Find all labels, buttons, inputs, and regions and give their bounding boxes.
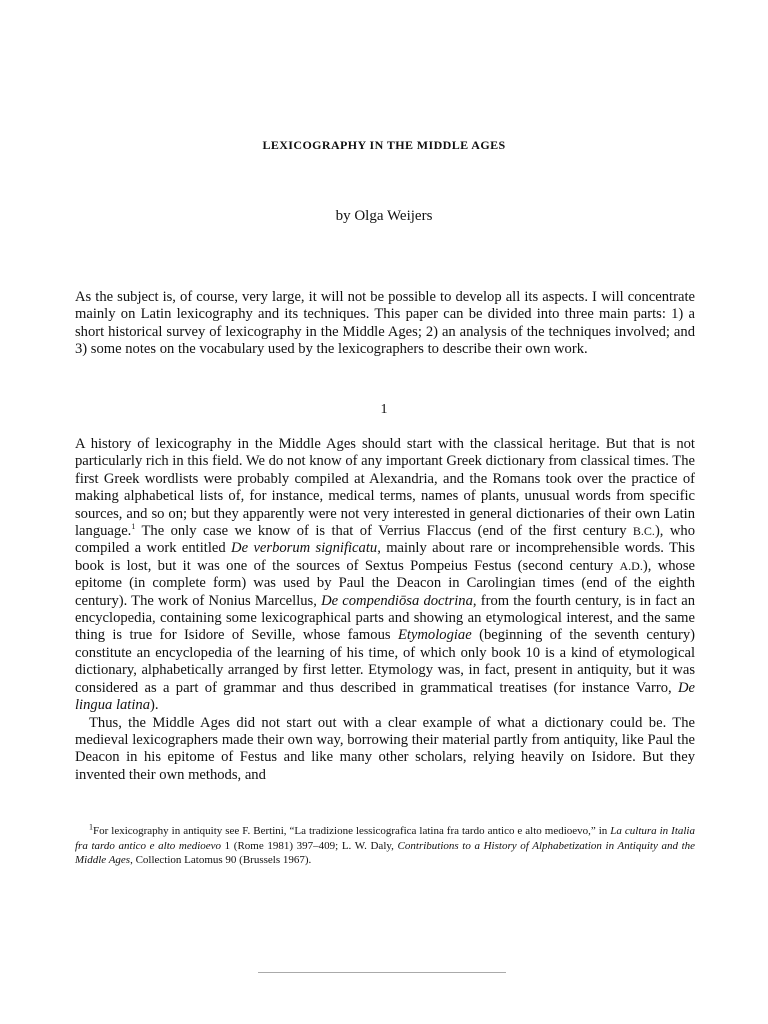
text-run: ), who compiled a work entitled [75, 523, 695, 557]
text-run: , Collection Latomus 90 (Brussels 1967). [130, 854, 312, 867]
work-title: De lingua latina [75, 679, 695, 714]
era-abbrev: B.C. [632, 524, 655, 539]
page-bottom-rule [258, 972, 506, 973]
footnote-1 [75, 824, 695, 868]
cited-title: Contributions to a History of Alphabetization in Antiquity and the Middle Ages [75, 839, 696, 867]
intro-paragraph [75, 289, 695, 359]
text-run: , mainly about rare or incomprehensible words. This book is lost, but it was one of the sources of Sextus Pompeius Festus (second century [75, 540, 695, 574]
text-run: ), whose epitome (in complete form) was used by Paul the Deacon in Carolingian times (end of the eighth century). The work of Nonius Marcellus, [75, 557, 695, 609]
body-paragraph-1 [75, 436, 695, 715]
footnotes [75, 824, 695, 868]
section-body [75, 436, 695, 784]
text-run: 1 (Rome 1981) 397–409; L. W. Daly, [221, 839, 398, 852]
era-abbrev: A.D. [619, 558, 643, 573]
footnote-reference: 1 [131, 522, 136, 532]
text-run: ). [150, 697, 159, 714]
author-line: by Olga Weijers [335, 208, 433, 224]
text-run: A history of lexicography in the Middle Ages should start with the classical heritage. But that is not particularly rich in this field. We do not know of any important Greek dictionary from classical times. The first Greek wordlists were probably compiled at Alexandria, and the Romans took over the practice of making alphabetical lists of, for instance, medical terms, names of plants, unusual words from specific sources, and so on; but they apparently were not very interested in general dictionaries of their own Latin language. [75, 436, 695, 540]
section-number: 1 [380, 402, 388, 417]
text-run: The only case we know of is that of Verrius Flaccus (end of the first century [135, 523, 633, 540]
intro-text: As the subject is, of course, very large, it will not be possible to develop all its aspects. I will concentrate mainly on Latin lexicography and its techniques. This paper can be divided into three main parts: 1) a short historical survey of lexicography in the Middle Ages; 2) an analysis of the techniques involved; and 3) some notes on the vocabulary used by the lexicographers to describe their own work. [75, 289, 695, 358]
body-paragraph-2: Thus, the Middle Ages did not start out with a clear example of what a dictionary could be. The medieval lexicographers made their own way, borrowing their material partly from antiquity, like Paul the Deacon in his epitome of Festus and like many other scholars, relying heavily on Isidore. But they invented their own methods, and [75, 714, 695, 783]
text-run: , from the fourth century, is in fact an encyclopedia, containing some lexicographical parts and showing an etymological interest, and the same thing is true for Isidore of Seville, whose famous [75, 592, 696, 644]
text-run: For lexicography in antiquity see F. Bertini, “La tradizione lessicografica latina fra tardo antico e alto medioevo,” in [93, 825, 611, 837]
work-title: Etymologiae [397, 627, 472, 644]
cited-title: La cultura in Italia fra tardo antico e alto medioevo [75, 825, 695, 852]
paper-title: LEXICOGRAPHY IN THE MIDDLE AGES [262, 138, 506, 152]
work-title: De compendiōsa doctrina [321, 592, 473, 609]
work-title: De verborum significatu [231, 540, 378, 557]
footnote-number: 1 [89, 822, 93, 832]
text-run: (beginning of the seventh century) constitute an encyclopedia of the learning of his time, of which only book 10 is a kind of etymological dictionary, alphabetically arranged by first letter. Etymology was, in fact, present in antiquity, but it was considered as a part of grammar and thus described in grammatical treatises (for instance Varro, [75, 627, 695, 696]
